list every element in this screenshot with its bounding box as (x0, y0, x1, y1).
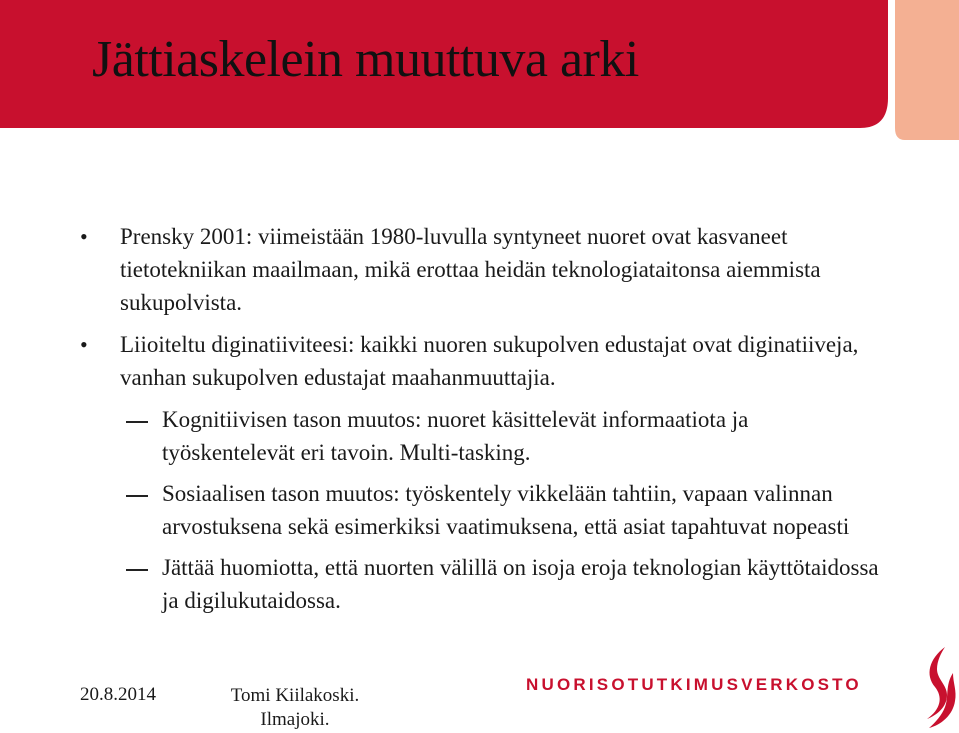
subbullet-text: Sosiaalisen tason muutos: työskentely vikkelään tahtiin, vapaan valinnan arvostuksena sekä esimerkiksi vaatimuksena, että asiat tapahtuvat nopeasti (162, 481, 850, 539)
subbullet-text: Jättää huomiotta, että nuorten välillä on isoja eroja teknologian käyttötaidossa ja digilukutaidossa. (162, 555, 879, 613)
dash-icon (126, 477, 148, 510)
footer-date: 20.8.2014 (80, 684, 156, 705)
footer-author: Tomi Kiilakoski. Ilmajoki. (230, 685, 360, 730)
slide-title: Jättiaskelein muuttuva arki (92, 31, 639, 88)
bullet-item (80, 220, 880, 319)
subbullet-item (80, 477, 880, 543)
subbullet-item (80, 403, 880, 469)
bullet-text: Prensky 2001: viimeistään 1980-luvulla syntyneet nuoret ovat kasvaneet tietotekniikan maailmaan, mikä erottaa heidän teknologiataitonsa aiemmista sukupolvista. (120, 224, 821, 315)
bullet-item (80, 328, 880, 394)
subbullet-text: Kognitiivisen tason muutos: nuoret käsittelevät informaatiota ja työskentelevät eri tavoin. Multi-tasking. (162, 407, 749, 465)
bullet-dot: • (80, 224, 88, 249)
slide-content (80, 220, 880, 625)
dash-icon (126, 551, 148, 584)
logo-wordmark: NUORISOTUTKIMUSVERKOSTO (526, 675, 862, 694)
subbullet-item (80, 551, 880, 617)
bullet-dot: • (80, 332, 88, 357)
bullet-text: Liioiteltu diginatiiviteesi: kaikki nuoren sukupolven edustajat ovat diginatiiveja, vanhan sukupolven edustajat maahanmuuttajia. (120, 332, 859, 390)
swirl-logo-icon (915, 645, 959, 730)
dash-icon (126, 403, 148, 436)
